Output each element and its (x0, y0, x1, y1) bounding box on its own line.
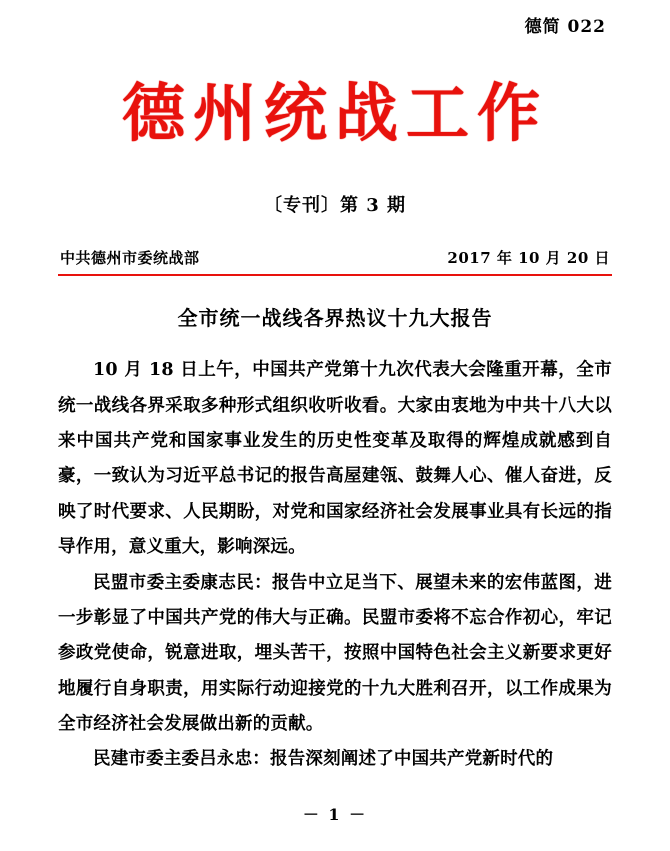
publication-date: 2017 年 10 月 20 日 (447, 249, 610, 268)
issue-code: 德简 022 (524, 17, 606, 37)
page-number: － 1 － (302, 805, 368, 824)
article-title: 全市统一战线各界热议十九大报告 (177, 306, 493, 331)
article-paragraph: 民建市委主委吕永忠：报告深刻阐述了中国共产党新时代的 (93, 749, 554, 770)
article-paragraph: 民盟市委主委康志民：报告中立足当下、展望未来的宏伟蓝图，进一步彰显了中国共产党的伟大与正确。民盟市委将不忘合作初心，牢记参政党使命，锐意进取，埋头苦干，按照中国特色社会主义新要求更好地履行自身职责，用实际行动迎接党的十九大胜利召开，以工作成果为全市经济社会发展做出新的贡献。 (58, 572, 612, 734)
issue-subtitle: 〔专刊〕第 3 期 (263, 195, 407, 217)
issuing-organization: 中共德州市委统战部 (60, 249, 200, 268)
article-paragraph: 10 月 18 日上午，中国共产党第十九次代表大会隆重开幕，全市统一战线各界采取多种形式组织收听收看。大家由衷地为中共十八大以来中国共产党和国家事业发生的历史性变革及取得的辉煌成就感到自豪，一致认为习近平总书记的报告高屋建瓴、鼓舞人心、催人奋进，反映了时代要求、人民期盼，对党和国家经济社会发展事业具有长远的指导作用，意义重大，影响深远。 (58, 360, 612, 558)
masthead-meta-row (58, 247, 612, 274)
article-body (58, 353, 612, 777)
masthead-title: 德州统战工作 (122, 76, 548, 150)
red-divider-rule (58, 274, 612, 276)
